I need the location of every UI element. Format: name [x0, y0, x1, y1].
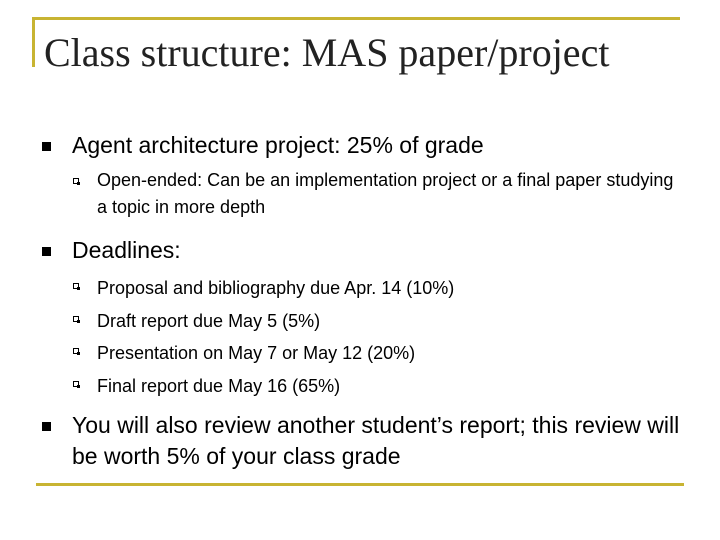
- bullet-text: Agent architecture project: 25% of grade: [72, 132, 484, 158]
- sub-item-open-ended: [42, 167, 682, 221]
- hollow-square-bullet-icon: [73, 178, 79, 184]
- hollow-square-bullet-icon: [73, 381, 79, 387]
- hollow-square-bullet-icon: [73, 316, 79, 322]
- bullet-item-review: [42, 410, 682, 472]
- sub-item-presentation: [42, 337, 682, 370]
- sub-item-text: Final report due May 16 (65%): [97, 375, 341, 396]
- sub-item-text: Open-ended: Can be an implementation project or a final paper studying a topic in more depth: [97, 170, 674, 217]
- bullet-item-project: [42, 130, 682, 161]
- sub-item-text: Draft report due May 5 (5%): [97, 310, 321, 331]
- bullet-item-deadlines: [42, 235, 682, 266]
- square-bullet-icon: [42, 142, 51, 151]
- footer-rule: [36, 483, 684, 486]
- bullet-text: You will also review another student’s report; this review will be worth 5% of your class grade: [72, 412, 680, 469]
- hollow-square-bullet-icon: [73, 283, 79, 289]
- bullet-text: Deadlines:: [72, 237, 181, 263]
- sub-list-deadlines: [42, 272, 682, 402]
- title-rule-top: [32, 17, 680, 20]
- slide-content: [42, 130, 682, 472]
- sub-item-final-report: [42, 370, 682, 403]
- title-rule-left: [32, 17, 35, 67]
- square-bullet-icon: [42, 422, 51, 431]
- sub-item-text: Presentation on May 7 or May 12 (20%): [97, 343, 416, 363]
- sub-list-project: [42, 167, 682, 221]
- square-bullet-icon: [42, 247, 51, 256]
- hollow-square-bullet-icon: [73, 348, 79, 354]
- slide-title: Class structure: MAS paper/project: [44, 30, 610, 75]
- sub-item-text: Proposal and bibliography due Apr. 14 (10%): [97, 278, 455, 298]
- sub-item-proposal: [42, 272, 682, 305]
- sub-item-draft: [42, 305, 682, 338]
